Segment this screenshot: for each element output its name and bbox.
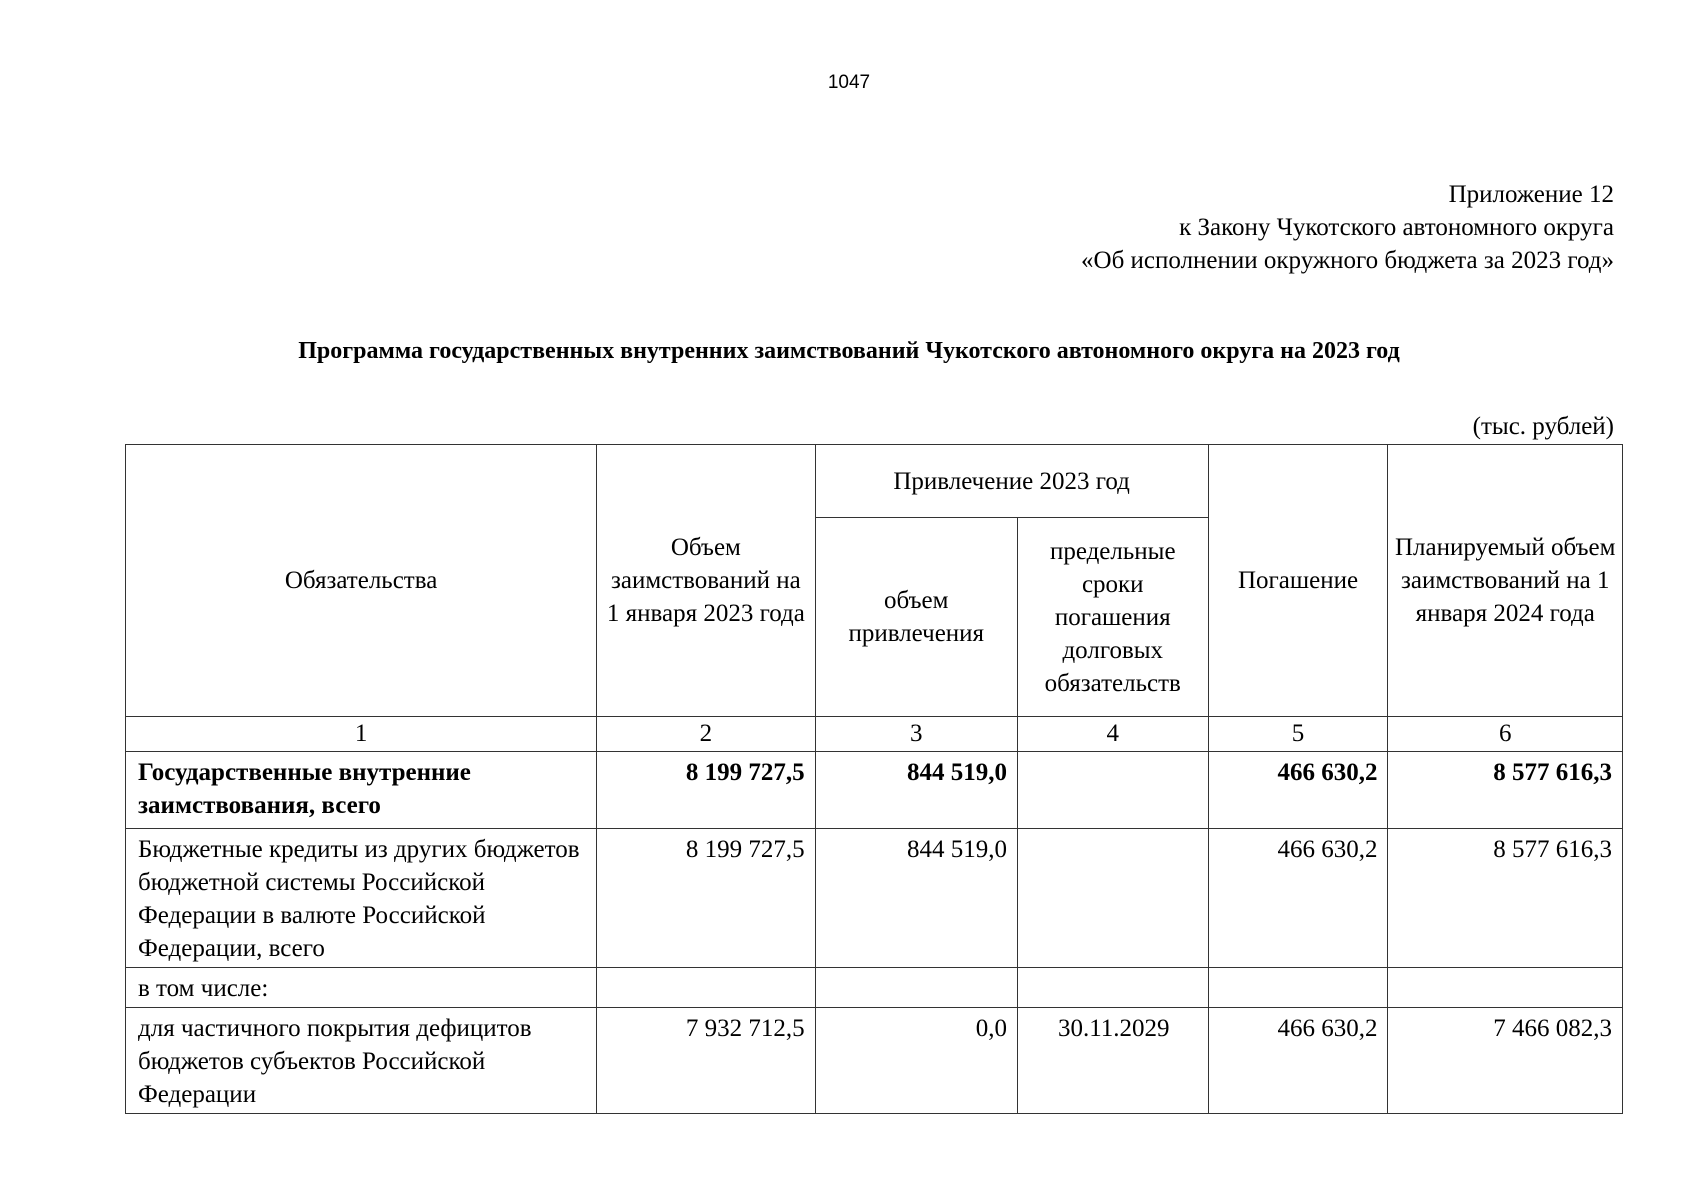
cell-attraction-terms (1017, 829, 1208, 968)
column-number: 4 (1017, 717, 1208, 752)
cell-volume-start (597, 968, 815, 1008)
row-name: Государственные внутренние заимствования, всего (126, 752, 597, 829)
table-header-row (126, 445, 1623, 518)
column-number: 6 (1388, 717, 1623, 752)
appendix-line-3: «Об исполнении окружного бюджета за 2023 год» (1081, 247, 1614, 274)
table-row-budget-credits (126, 829, 1623, 968)
cell-attraction-terms (1017, 752, 1208, 829)
cell-volume-end (1388, 968, 1623, 1008)
appendix-line-2: к Закону Чукотского автономного округа (1179, 214, 1614, 241)
table-row-deficit-coverage (126, 1008, 1623, 1114)
row-name: для частичного покрытия дефицитов бюджетов субъектов Российской Федерации (126, 1008, 597, 1114)
header-volume-end: Планируемый объем заимствований на 1 января 2024 года (1388, 445, 1623, 717)
cell-attraction-volume: 844 519,0 (815, 752, 1017, 829)
column-number: 2 (597, 717, 815, 752)
column-number: 3 (815, 717, 1017, 752)
table-row-total (126, 752, 1623, 829)
header-repayment: Погашение (1208, 445, 1388, 717)
borrowings-table (125, 444, 1623, 1114)
cell-volume-start: 8 199 727,5 (597, 752, 815, 829)
column-number: 1 (126, 717, 597, 752)
cell-volume-end: 8 577 616,3 (1388, 829, 1623, 968)
header-attraction-group: Привлечение 2023 год (815, 445, 1208, 518)
cell-attraction-terms (1017, 968, 1208, 1008)
cell-volume-start: 8 199 727,5 (597, 829, 815, 968)
units-label: (тыс. рублей) (1472, 413, 1614, 440)
cell-volume-start: 7 932 712,5 (597, 1008, 815, 1114)
header-obligations: Обязательства (126, 445, 597, 717)
table-row-including (126, 968, 1623, 1008)
row-name: Бюджетные кредиты из других бюджетов бюджетной системы Российской Федерации в валюте Российской Федерации, всего (126, 829, 597, 968)
page-number: 1047 (827, 72, 871, 93)
cell-repayment: 466 630,2 (1208, 752, 1388, 829)
cell-volume-end: 8 577 616,3 (1388, 752, 1623, 829)
header-volume-start: Объем заимствований на 1 января 2023 года (597, 445, 815, 717)
header-attraction-volume: объем привлечения (815, 518, 1017, 717)
document-title: Программа государственных внутренних заимствований Чукотского автономного округа на 2023 год (298, 338, 1400, 364)
column-number: 5 (1208, 717, 1388, 752)
appendix-reference (1081, 178, 1614, 277)
cell-attraction-volume (815, 968, 1017, 1008)
cell-repayment (1208, 968, 1388, 1008)
appendix-line-1: Приложение 12 (1448, 181, 1614, 208)
row-name: в том числе: (126, 968, 597, 1008)
column-numbers-row (126, 717, 1623, 752)
cell-repayment: 466 630,2 (1208, 1008, 1388, 1114)
cell-repayment: 466 630,2 (1208, 829, 1388, 968)
cell-attraction-volume: 0,0 (815, 1008, 1017, 1114)
cell-attraction-terms: 30.11.2029 (1017, 1008, 1208, 1114)
header-attraction-terms: предельные сроки погашения долговых обязательств (1017, 518, 1208, 717)
cell-volume-end: 7 466 082,3 (1388, 1008, 1623, 1114)
cell-attraction-volume: 844 519,0 (815, 829, 1017, 968)
